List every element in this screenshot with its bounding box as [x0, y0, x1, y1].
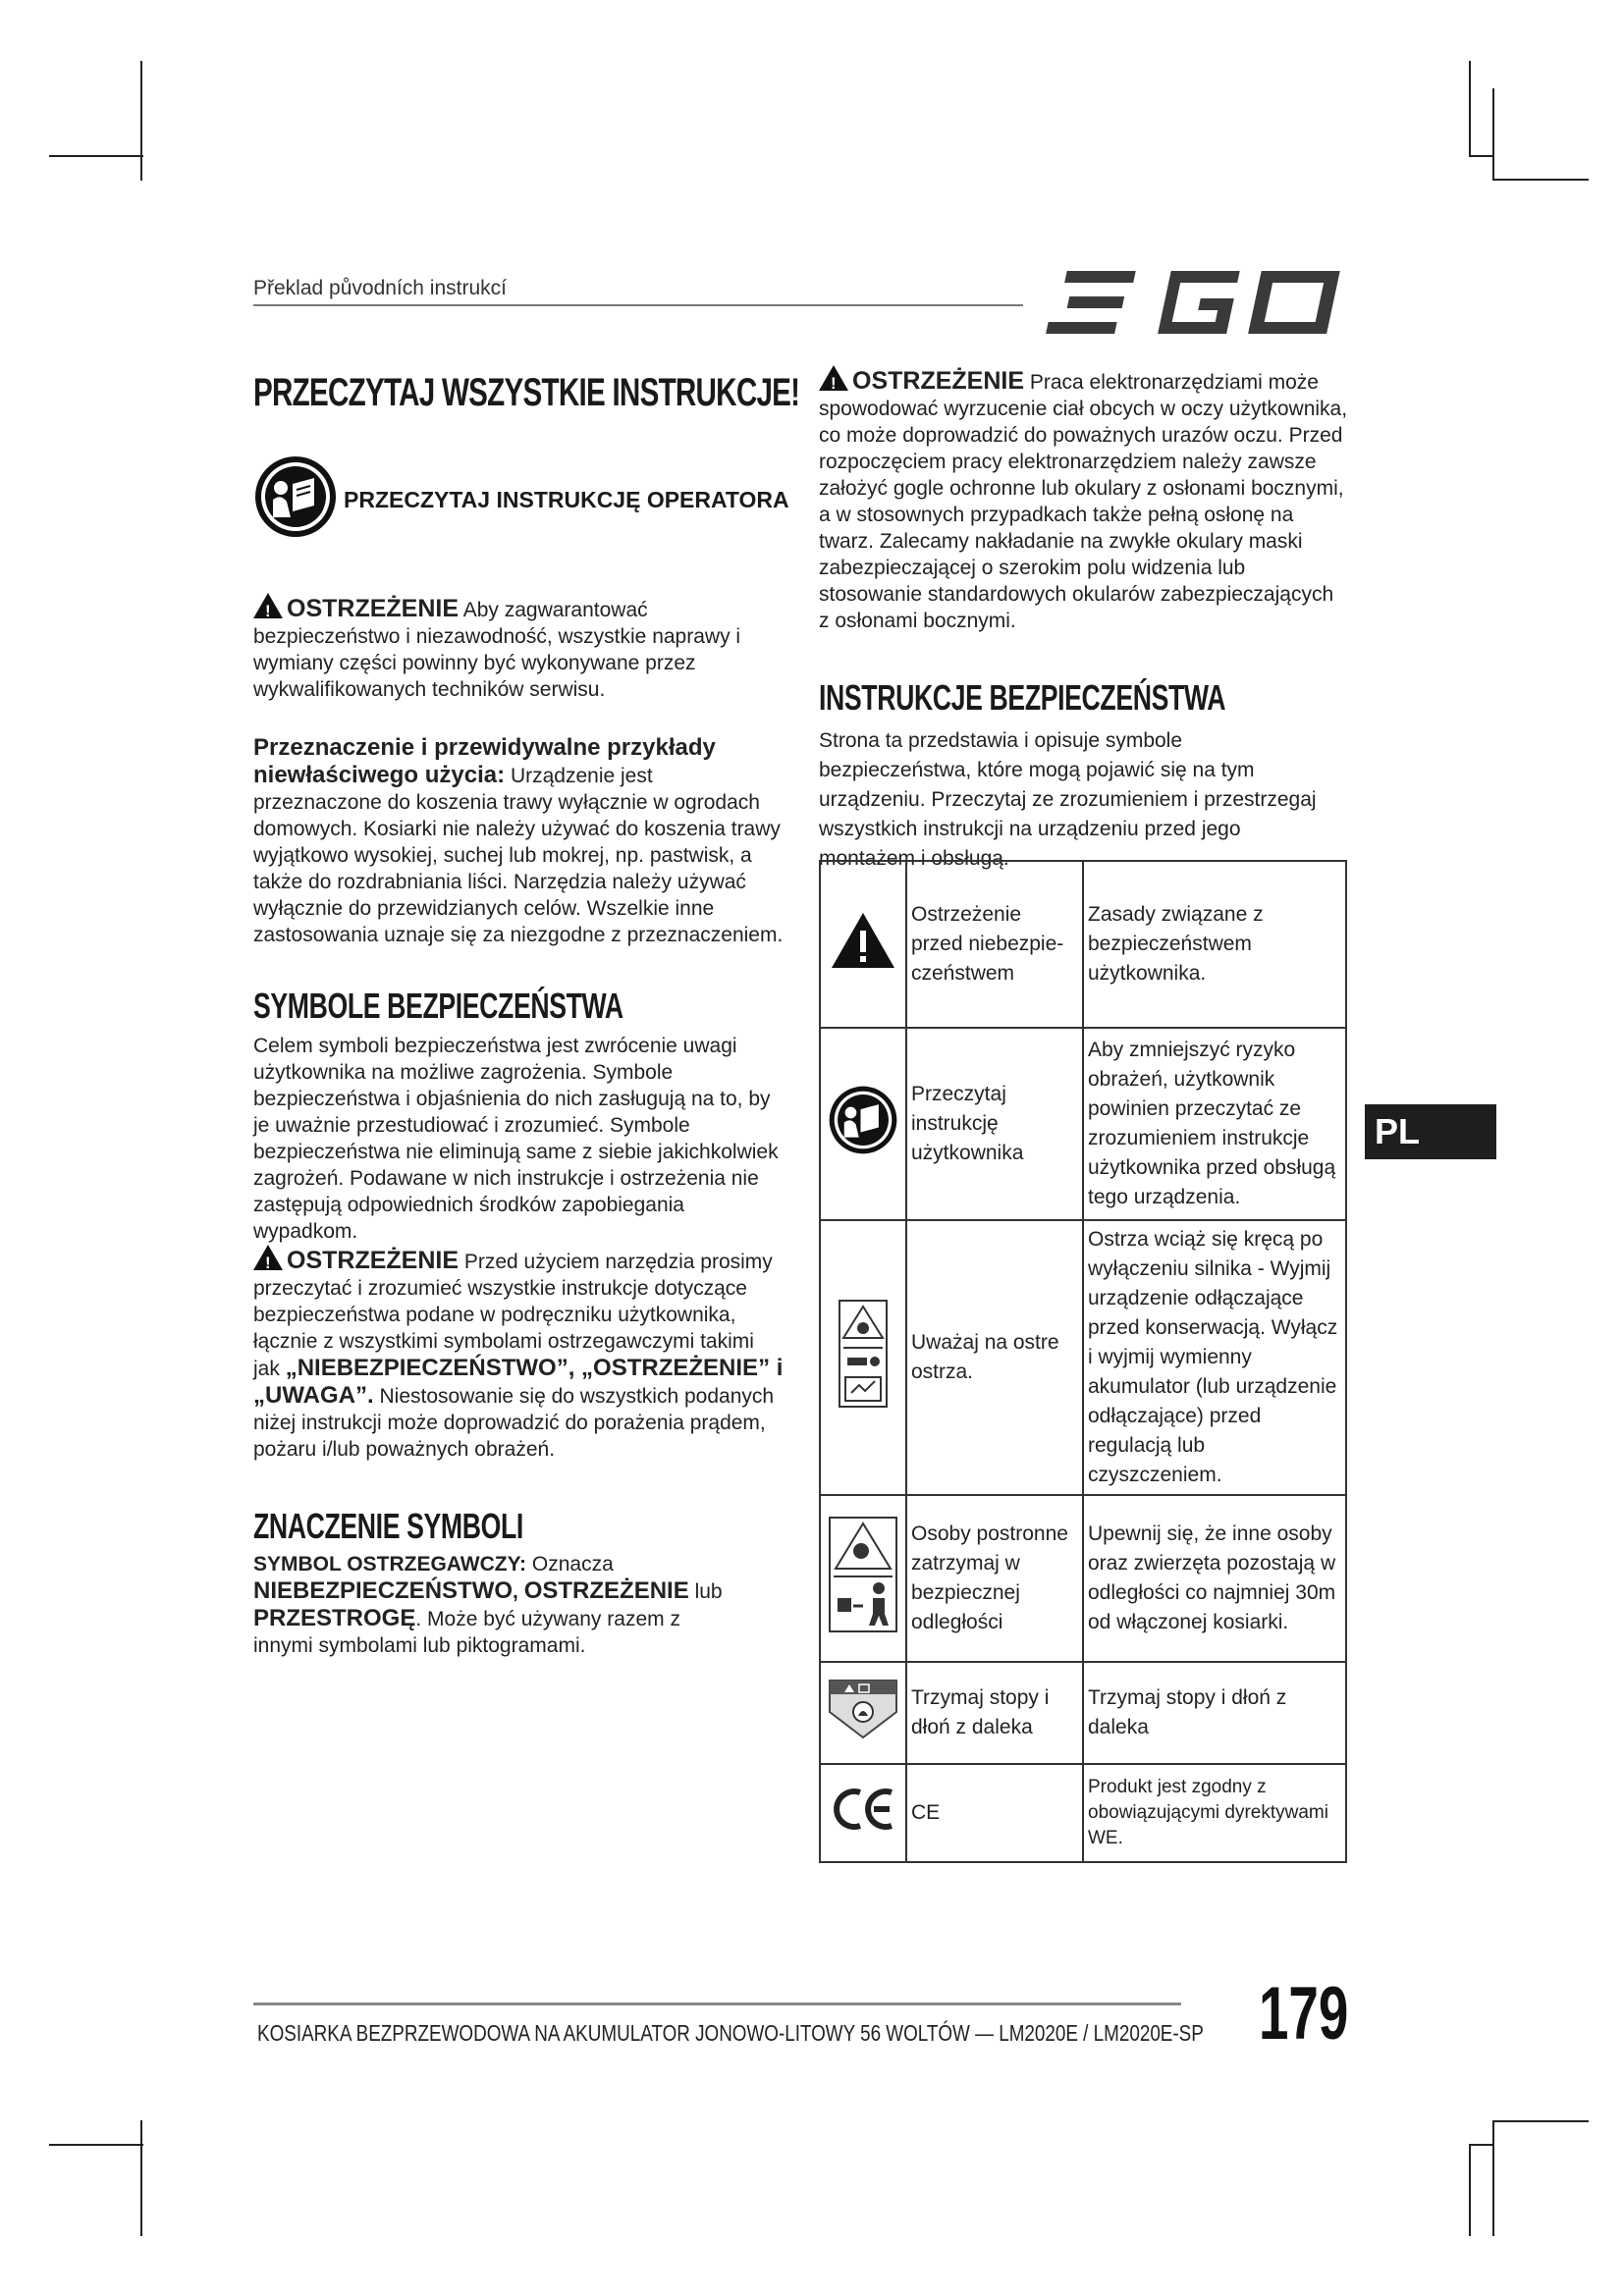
crop-mark: [1469, 2144, 1471, 2236]
crop-mark: [1492, 88, 1494, 181]
symbol-description: Aby zmniejszyć ryzyko obrażeń, użytkownik powinien przeczytać ze zrozumieniem instrukcje użytkownika przed obsługą tego urządzenia.: [1083, 1028, 1346, 1220]
table-row: [820, 1662, 1346, 1764]
warning-block-2: !OSTRZEŻENIE Przed użyciem narzędzia prosimy przeczytać i zrozumieć wszystkie instrukcje dotyczące bezpieczeństwa podane w podręczniku użytkownika, łącznie z wszystkimi symbolami ostrzegawczymi takimi jak „NIEBEZPIECZEŃSTWO”, „OSTRZEŻENIE” i „UWAGA”. Niestosowanie się do wszystkich podanych niżej instrukcji może doprowadzić do porażenia prądem, pożaru i/lub poważnych obrażeń.: [253, 1245, 784, 1463]
symbol-description: Trzymaj stopy i dłoń z daleka: [1083, 1662, 1346, 1764]
footer-text: KOSIARKA BEZPRZEWODOWA NA AKUMULATOR JONOWO-LITOWY 56 WOLTÓW — LM2020E / LM2020E-SP: [257, 2020, 1204, 2046]
translation-note: Překlad původních instrukcí: [253, 277, 507, 299]
symbol-name: Przeczytaj instrukcję użytkownika: [906, 1028, 1083, 1220]
safety-title: INSTRUKCJE BEZPIECZEŃSTWA: [819, 677, 1226, 718]
crop-mark: [140, 61, 142, 181]
warning-triangle-icon: [253, 1245, 283, 1270]
crop-mark: [140, 2120, 142, 2236]
read-manual-icon: [820, 1028, 906, 1220]
symbols-text: Celem symboli bezpieczeństwa jest zwrócenie uwagi użytkownika na możliwe zagrożenia. Symbole bezpieczeństwa i objaśnienia do nich zasługują na to, by je uważnie przestudiować i zrozumieć. Symbole bezpieczeństwa nie eliminują same z siebie jakichkolwiek zagrożeń. Podawane w nich instrukcje i ostrzeżenia nie zastępują odpowiednich środków zapobiegania wypadkom.: [253, 1035, 779, 1243]
warning-triangle-icon: [819, 365, 848, 391]
symbol-name: Ostrzeżenie przed niebezpie-czeństwem: [906, 861, 1083, 1028]
table-row: [820, 1495, 1346, 1662]
symbol-description: Upewnij się, że inne osoby oraz zwierzęta pozostają w odległości co najmniej 30m od włączonej kosiarki.: [1083, 1495, 1346, 1662]
table-row: [820, 1764, 1346, 1862]
meaning-text: SYMBOL OSTRZEGAWCZY: Oznacza NIEBEZPIECZEŃSTWO, OSTRZEŻENIE lub PRZESTROGĘ. Może być używany razem z innymi symbolami lub piktogramami.: [253, 1553, 723, 1657]
crop-mark: [1469, 61, 1471, 155]
warning-block-eyes: !OSTRZEŻENIE Praca elektronarzędziami może spowodować wyrzucenie ciał obcych w oczy użytkownika, co może doprowadzić do poważnych urazów oczu. Przed rozpoczęciem pracy elektronarzędziem należy zawsze założyć gogle ochronne lub okulary z osłonami bocznymi, a w stosownych przypadkach także pełną osłonę na twarz. Zalecamy nakładanie na zwykłe okulary maski zabezpieczającej o szerokim polu widzenia lub stosowanie standardowych okularów zabezpieczających z osłonami bocznymi.: [819, 365, 1349, 634]
main-title: PRZECZYTAJ WSZYSTKIE INSTRUKCJE!: [253, 371, 800, 414]
header-rule: [253, 304, 1023, 306]
symbol-name: Osoby postronne zatrzymaj w bezpiecznej odległości: [906, 1495, 1083, 1662]
symbol-name: Trzymaj stopy i dłoń z daleka: [906, 1662, 1083, 1764]
crop-mark: [1492, 179, 1589, 181]
crop-mark: [49, 2144, 143, 2146]
footer-rule: [253, 2002, 1181, 2005]
safety-symbols-table: [819, 860, 1347, 1863]
ce-mark-icon: [820, 1764, 906, 1862]
symbols-title: SYMBOLE BEZPIECZEŃSTWA: [253, 986, 623, 1026]
language-tab: PL: [1365, 1104, 1496, 1159]
read-operator-label: PRZECZYTAJ INSTRUKCJĘ OPERATORA: [344, 487, 789, 512]
safety-text: Strona ta przedstawia i opisuje symbole bezpieczeństwa, które mogą pojawić się na tym urządzeniu. Przeczytaj ze zrozumieniem i przestrzegaj wszystkich instrukcji na urządzeniu przed jego montażem i obsługą.: [819, 729, 1317, 870]
crop-mark: [1492, 2120, 1589, 2122]
table-row: [820, 1220, 1346, 1495]
table-row: [820, 1028, 1346, 1220]
bystanders-icon: [820, 1495, 906, 1662]
intended-use-block: Przeznaczenie i przewidywalne przykłady niewłaściwego użycia: Urządzenie jest przeznaczone do koszenia trawy wyłącznie w ogrodach domowych. Kosiarki nie należy używać do koszenia trawy wyjątkowo wysokiej, suchej lub mokrej, np. pastwisk, a także do rozdrabniania liści. Narzędzia należy używać wyłącznie do przewidzianych celów. Wszelkie inne zastosowania uznaje się za niezgodne z przeznaczeniem.: [253, 734, 784, 946]
warning-block-1: !OSTRZEŻENIE Aby zagwarantować bezpieczeństwo i niezawodność, wszystkie naprawy i wymiany części powinny być wykonywane przez wykwalifikowanych techników serwisu.: [253, 593, 784, 703]
warning-triangle-icon: [253, 593, 283, 618]
ego-logo: [1045, 265, 1359, 340]
symbol-name: Uważaj na ostre ostrza.: [906, 1220, 1083, 1495]
sharp-blades-icon: [820, 1220, 906, 1495]
table-row: [820, 861, 1346, 1028]
symbol-description: Ostrza wciąż się kręcą po wyłączeniu silnika - Wyjmij urządzenie odłączające przed konserwacją. Wyłącz i wyjmij wymienny akumulator (lub urządzenie odłączające) przed regulacją lub czyszczeniem.: [1083, 1220, 1346, 1495]
crop-mark: [1469, 2144, 1494, 2146]
read-manual-icon: [253, 454, 338, 539]
symbol-description: Zasady związane z bezpieczeństwem użytkownika.: [1083, 861, 1346, 1028]
meaning-title: ZNACZENIE SYMBOLI: [253, 1506, 523, 1546]
warning-triangle-icon: [820, 861, 906, 1028]
symbol-description: Produkt jest zgodny z obowiązującymi dyrektywami WE.: [1083, 1764, 1346, 1862]
keep-feet-hands-away-icon: [820, 1662, 906, 1764]
crop-mark: [49, 155, 143, 157]
crop-mark: [1469, 155, 1494, 157]
symbol-name: CE: [906, 1764, 1083, 1862]
crop-mark: [1492, 2120, 1494, 2236]
page-number: 179: [1259, 1972, 1349, 2056]
